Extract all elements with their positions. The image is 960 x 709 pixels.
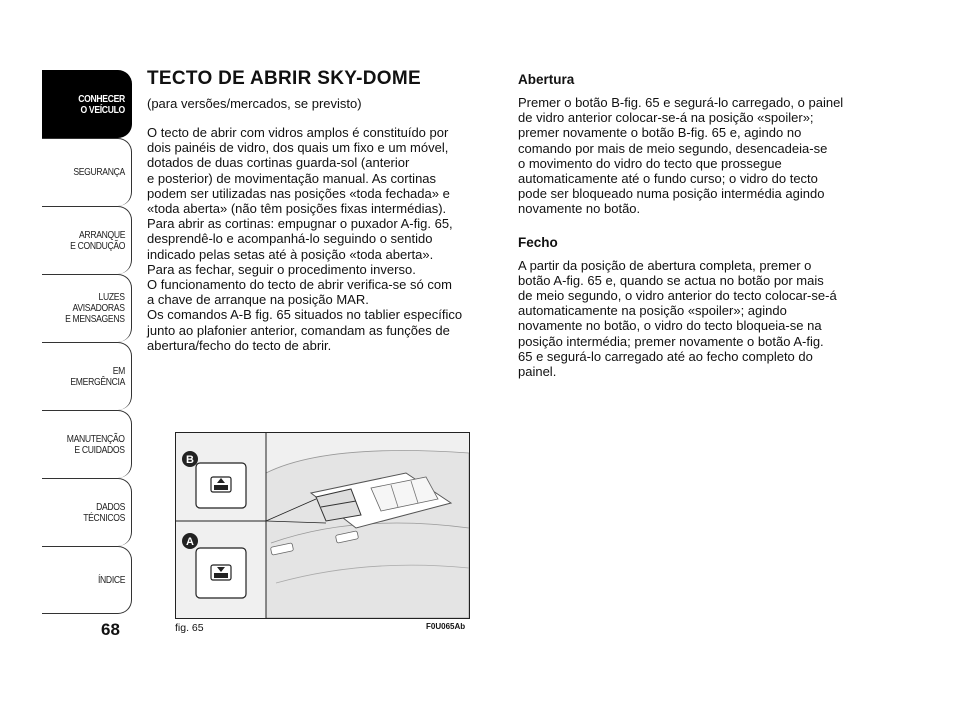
text-line: automaticamente até o fundo curso; o vidro do tecto [518, 171, 818, 187]
label-a: A [186, 536, 194, 548]
text-line: «toda aberta» (não têm posições fixas intermédias). [147, 201, 447, 217]
text-line: de vidro anterior colocar-se-á na posição «spoiler»; [518, 110, 814, 126]
tab-label: SEGURANÇA [73, 166, 125, 178]
tab-label: MANUTENÇÃO E CUIDADOS [67, 432, 125, 456]
tab-luzes-avisadoras[interactable] [42, 274, 132, 342]
text-line: de meio segundo, o vidro anterior do tecto colocar-se-á [518, 288, 837, 304]
figure-roof-controls [175, 432, 470, 619]
section-title: TECTO DE ABRIR SKY-DOME [147, 68, 421, 89]
roof-control-illustration [176, 433, 469, 618]
text-line: comando por mais de meio segundo, desencadeia-se [518, 140, 828, 156]
label-b: B [186, 454, 194, 466]
text-line: Os comandos A-B fig. 65 situados no tablier específico [147, 307, 463, 323]
text-line: Para abrir as cortinas: empugnar o puxador A-fig. 65, [147, 216, 453, 232]
text-line: O funcionamento do tecto de abrir verifica-se só com [147, 277, 452, 293]
left-body [147, 125, 487, 353]
tab-manutencao-cuidados[interactable] [42, 410, 132, 478]
opening-body [518, 95, 868, 217]
closing-heading: Fecho [518, 234, 558, 250]
right-column [518, 72, 868, 379]
tab-label: ARRANQUE E CONDUÇÃO [69, 228, 125, 252]
text-line: Premer o botão B-fig. 65 e segurá-lo carregado, o painel [518, 95, 844, 110]
opening-heading: Abertura [518, 72, 575, 87]
button-a-inset [196, 548, 246, 598]
section-subtitle: (para versões/mercados, se previsto) [147, 96, 362, 111]
text-line: a chave de arranque na posição MAR. [147, 292, 369, 308]
closing-body [518, 258, 868, 380]
tab-label: EM EMERGÊNCIA [70, 364, 125, 388]
text-line: dois painéis de vidro, dos quais um fixo e um móvel, [147, 140, 449, 156]
text-line: junto ao plafonier anterior, comandam as funções de [147, 322, 450, 338]
text-line: Para as fechar, seguir o procedimento inverso. [147, 261, 416, 277]
text-line: premer novamente o botão B-fig. 65 e, agindo no [518, 125, 802, 141]
text-line: A partir da posição de abertura completa, premer o [518, 257, 812, 273]
text-line: podem ser utilizadas nas posições «toda fechada» e [147, 185, 450, 201]
tab-label: LUZES AVISADORAS E MENSAGENS [65, 291, 125, 325]
figure-caption: fig. 65 [175, 622, 204, 634]
text-line: novamente no botão. [518, 201, 641, 217]
button-b-inset [196, 463, 246, 508]
text-line: automaticamente na posição «spoiler»; agindo [518, 303, 787, 319]
tab-em-emergencia[interactable] [42, 342, 132, 410]
text-line: painel. [518, 364, 557, 380]
left-column [147, 68, 487, 353]
text-line: pode ser bloqueado numa posição intermédia agindo [518, 186, 825, 202]
text-line: indicado pelas setas até à posição «toda aberta». [147, 246, 434, 262]
text-line: o movimento do vidro do tecto que prossegue [518, 155, 782, 171]
tab-label: ÍNDICE [97, 573, 125, 586]
text-line: dotados de duas cortinas guarda-sol (anterior [147, 155, 410, 171]
text-line: e posterior) de movimentação manual. As cortinas [147, 170, 437, 186]
text-line: posição intermédia; premer novamente o botão A-fig. [518, 333, 824, 349]
text-line: 65 e segurá-lo carregado até ao fecho completo do [518, 348, 813, 364]
text-line: botão A-fig. 65 e, quando se actua no botão por mais [518, 272, 824, 288]
chapter-tabs [42, 70, 132, 614]
text-line: novamente no botão, o vidro do tecto bloqueia-se na [518, 318, 822, 334]
tab-label: DADOS TÉCNICOS [83, 500, 125, 524]
figure-code: F0U065Ab [426, 622, 466, 631]
page-number: 68 [101, 620, 120, 639]
tab-arranque-conducao[interactable] [42, 206, 132, 274]
tab-label: CONHECER O VEÍCULO [78, 92, 125, 116]
text-line: desprendê-lo e acompanhá-lo seguindo o sentido [147, 231, 433, 247]
text-line: abertura/fecho do tecto de abrir. [147, 337, 332, 353]
tab-conhecer-veiculo[interactable] [42, 70, 132, 138]
tab-seguranca[interactable] [42, 138, 132, 206]
tab-dados-tecnicos[interactable] [42, 478, 132, 546]
text-line: O tecto de abrir com vidros amplos é constituído por [147, 125, 449, 140]
tab-indice[interactable] [42, 546, 132, 614]
